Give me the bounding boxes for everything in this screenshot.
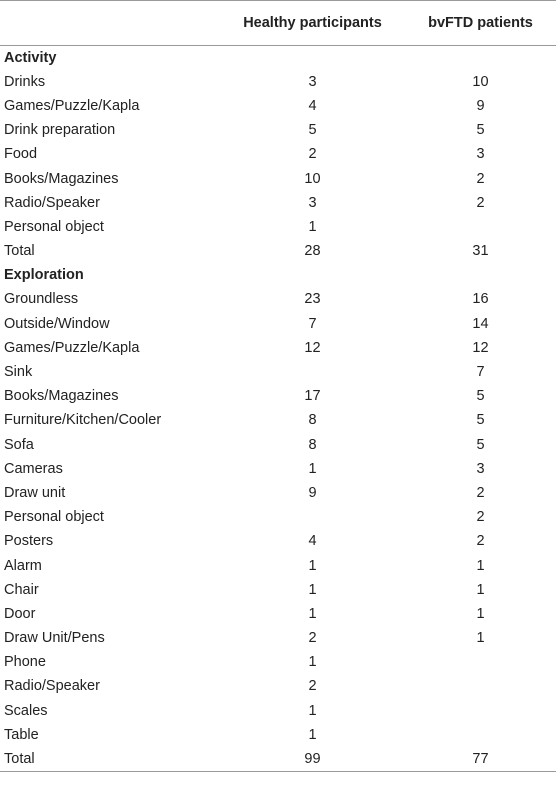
bvftd-count: 2 <box>476 170 485 187</box>
row-label: Furniture/Kitchen/Cooler <box>4 412 162 429</box>
bvftd-count <box>405 723 556 747</box>
row-label: Books/Magazines <box>4 388 119 405</box>
table-row <box>0 433 556 457</box>
healthy-count: 1 <box>308 460 317 477</box>
row-label: Sink <box>4 364 33 381</box>
table-row <box>0 723 556 747</box>
bvftd-count: 1 <box>476 605 485 622</box>
bvftd-count: 3 <box>476 146 485 163</box>
bvftd-count <box>405 674 556 698</box>
row-label: Chair <box>4 581 39 598</box>
healthy-count: 10 <box>304 170 321 187</box>
table-row <box>0 118 556 142</box>
bvftd-count: 9 <box>476 97 485 114</box>
healthy-count: 2 <box>308 146 317 163</box>
bvftd-count: 3 <box>476 460 485 477</box>
row-label: Draw Unit/Pens <box>4 630 105 647</box>
healthy-count: 4 <box>308 97 317 114</box>
row-label: Scales <box>4 702 48 719</box>
healthy-count: 1 <box>308 654 317 671</box>
healthy-count: 17 <box>304 388 321 405</box>
table-row <box>0 578 556 602</box>
table-row <box>0 239 556 263</box>
table-row <box>0 553 556 577</box>
table-row <box>0 626 556 650</box>
healthy-count <box>220 360 405 384</box>
healthy-count: 9 <box>308 484 317 501</box>
row-label: Drink preparation <box>4 122 116 139</box>
healthy-count: 12 <box>304 339 321 356</box>
table-row <box>0 215 556 239</box>
bvftd-count: 2 <box>476 509 485 526</box>
row-label: Drinks <box>4 73 46 90</box>
row-label: Outside/Window <box>4 315 110 332</box>
bvftd-count: 7 <box>476 364 485 381</box>
header-healthy-participants: Healthy participants <box>220 1 405 46</box>
healthy-count: 1 <box>308 702 317 719</box>
bvftd-count: 5 <box>476 388 485 405</box>
row-label: Books/Magazines <box>4 170 119 187</box>
healthy-count: 3 <box>308 73 317 90</box>
bvftd-count: 5 <box>476 122 485 139</box>
bvftd-count: 2 <box>476 194 485 211</box>
table-row <box>0 336 556 360</box>
bvftd-count: 5 <box>476 412 485 429</box>
row-label: Draw unit <box>4 484 66 501</box>
bvftd-count: 12 <box>472 339 489 356</box>
healthy-count: 8 <box>308 412 317 429</box>
table-body <box>0 46 556 772</box>
row-label: Sofa <box>4 436 34 453</box>
section-title: Activity <box>4 49 57 66</box>
bvftd-count: 77 <box>405 747 556 771</box>
bvftd-count <box>405 215 556 239</box>
bvftd-count: 1 <box>476 581 485 598</box>
table-row <box>0 650 556 674</box>
healthy-count: 4 <box>308 533 317 550</box>
bvftd-count: 10 <box>472 73 489 90</box>
table-row <box>0 384 556 408</box>
row-label: Total <box>4 243 35 260</box>
healthy-count: 28 <box>304 243 321 260</box>
healthy-count: 1 <box>308 557 317 574</box>
table-row <box>0 457 556 481</box>
healthy-count: 2 <box>308 678 317 695</box>
row-label: Games/Puzzle/Kapla <box>4 339 140 356</box>
row-label: Total <box>0 747 220 771</box>
table-row <box>0 602 556 626</box>
healthy-count: 1 <box>308 218 317 235</box>
healthy-count: 7 <box>308 315 317 332</box>
healthy-count: 1 <box>308 726 317 743</box>
table-row <box>0 360 556 384</box>
bvftd-count: 14 <box>472 315 489 332</box>
table-row <box>0 142 556 166</box>
row-label: Cameras <box>4 460 63 477</box>
row-label: Groundless <box>4 291 79 308</box>
bvftd-count: 2 <box>476 484 485 501</box>
row-label: Food <box>4 146 38 163</box>
row-label: Games/Puzzle/Kapla <box>4 97 140 114</box>
table-row <box>0 312 556 336</box>
healthy-count: 1 <box>308 605 317 622</box>
row-label: Phone <box>4 654 46 671</box>
table-row <box>0 481 556 505</box>
row-label: Personal object <box>4 218 104 235</box>
table-row <box>0 699 556 723</box>
healthy-count: 23 <box>304 291 321 308</box>
healthy-count: 2 <box>308 630 317 647</box>
table-row <box>0 505 556 529</box>
table-row <box>0 408 556 432</box>
bvftd-count: 1 <box>476 557 485 574</box>
bvftd-count <box>405 650 556 674</box>
bvftd-count: 31 <box>472 243 489 260</box>
header-label-column <box>0 1 220 46</box>
row-label: Radio/Speaker <box>4 194 100 211</box>
section-title: Exploration <box>4 267 84 284</box>
table-row <box>0 287 556 311</box>
table-row <box>0 166 556 190</box>
row-label: Posters <box>4 533 54 550</box>
row-label: Personal object <box>4 509 104 526</box>
row-label: Door <box>4 605 36 622</box>
table-row <box>0 191 556 215</box>
section-row <box>0 46 556 70</box>
table-row <box>0 94 556 118</box>
bvftd-count: 16 <box>472 291 489 308</box>
bvftd-count: 1 <box>476 630 485 647</box>
table-row <box>0 70 556 94</box>
healthy-count: 99 <box>220 747 405 771</box>
table-row <box>0 674 556 698</box>
healthy-count: 8 <box>308 436 317 453</box>
table-header-row <box>0 1 556 46</box>
table-row <box>0 747 556 771</box>
table-row <box>0 529 556 553</box>
section-row <box>0 263 556 287</box>
bvftd-count <box>405 699 556 723</box>
row-label: Table <box>4 726 39 743</box>
healthy-count: 1 <box>308 581 317 598</box>
healthy-count: 5 <box>308 122 317 139</box>
bvftd-count: 5 <box>476 436 485 453</box>
healthy-count: 3 <box>308 194 317 211</box>
healthy-count <box>220 505 405 529</box>
header-bvftd-patients: bvFTD patients <box>405 1 556 46</box>
row-label: Radio/Speaker <box>4 678 100 695</box>
bvftd-count: 2 <box>476 533 485 550</box>
row-label: Alarm <box>4 557 42 574</box>
